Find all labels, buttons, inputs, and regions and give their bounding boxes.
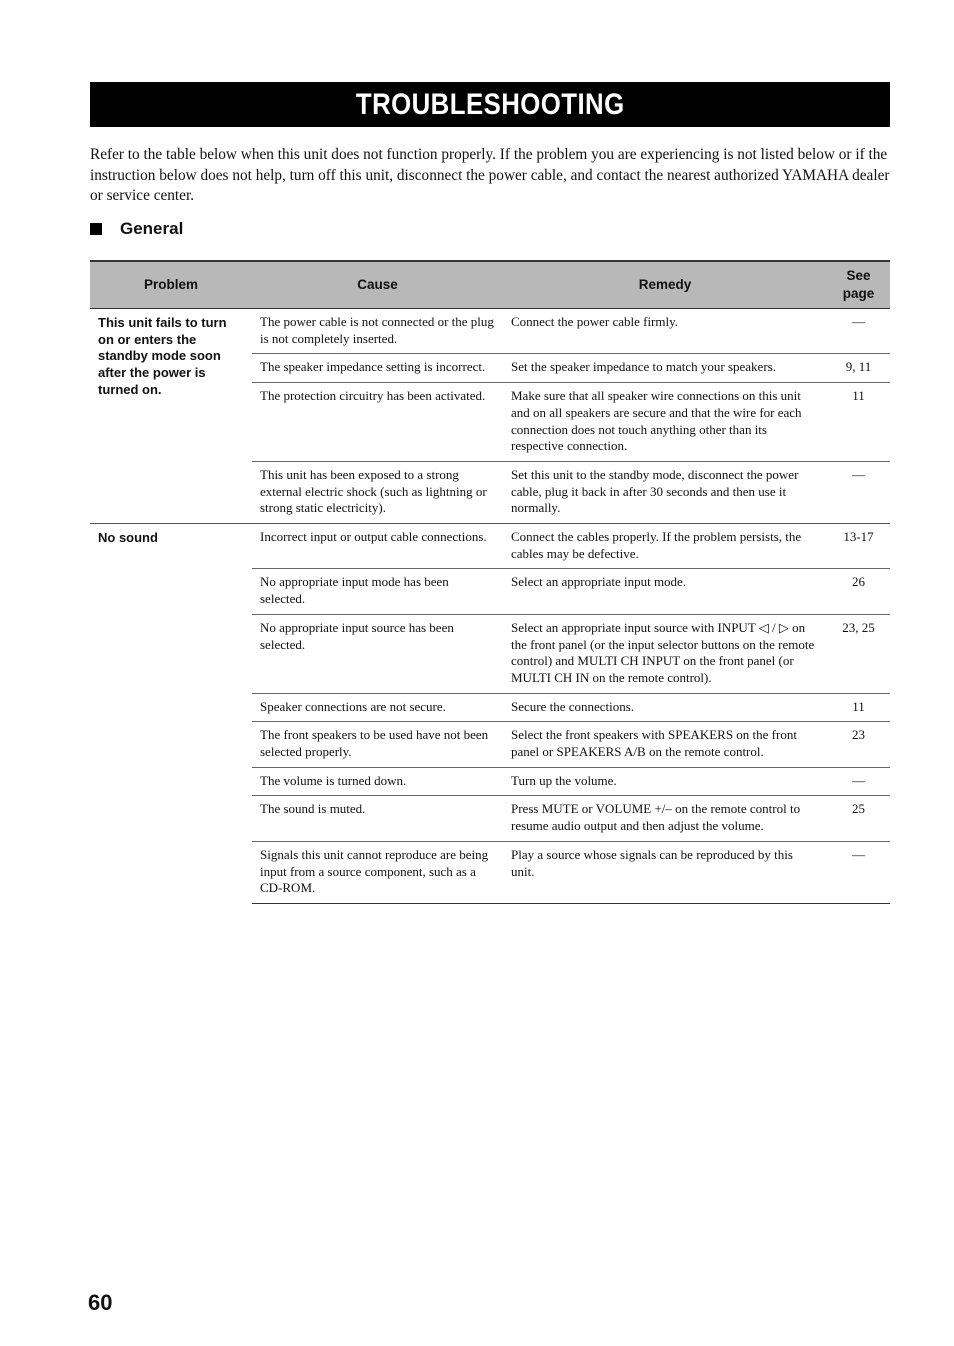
table-row xyxy=(90,524,890,569)
remedy-cell: Select an appropriate input mode. xyxy=(503,569,827,614)
header-cause: Cause xyxy=(252,261,503,309)
cause-cell: The power cable is not connected or the plug is not completely inserted. xyxy=(252,309,503,354)
table-header-row xyxy=(90,261,890,309)
page-cell: — xyxy=(827,841,890,903)
page-cell: — xyxy=(827,767,890,796)
cause-cell: Signals this unit cannot reproduce are being input from a source component, such as a CD-ROM. xyxy=(252,841,503,903)
problem-cell: This unit fails to turn on or enters the standby mode soon after the power is turned on. xyxy=(90,309,252,524)
cause-cell: The sound is muted. xyxy=(252,796,503,841)
remedy-cell: Set this unit to the standby mode, disconnect the power cable, plug it back in after 30 seconds and then use it normally. xyxy=(503,461,827,523)
page-cell: 11 xyxy=(827,693,890,722)
page-title: TROUBLESHOOTING xyxy=(355,87,625,121)
cause-cell: The front speakers to be used have not been selected properly. xyxy=(252,722,503,767)
table-body xyxy=(90,309,890,904)
problem-cell: No sound xyxy=(90,524,252,904)
page-cell: 9, 11 xyxy=(827,354,890,383)
cause-cell: No appropriate input source has been selected. xyxy=(252,614,503,693)
page-cell: — xyxy=(827,461,890,523)
page-title-bar xyxy=(90,82,890,127)
page-cell: 23, 25 xyxy=(827,614,890,693)
remedy-cell: Play a source whose signals can be reproduced by this unit. xyxy=(503,841,827,903)
remedy-cell: Press MUTE or VOLUME +/– on the remote control to resume audio output and then adjust the volume. xyxy=(503,796,827,841)
cause-cell: No appropriate input mode has been selected. xyxy=(252,569,503,614)
cause-cell: Incorrect input or output cable connections. xyxy=(252,524,503,569)
remedy-cell: Secure the connections. xyxy=(503,693,827,722)
cause-cell: The protection circuitry has been activated. xyxy=(252,383,503,462)
page-cell: — xyxy=(827,309,890,354)
remedy-cell: Select an appropriate input source with INPUT ◁ / ▷ on the front panel (or the input selector buttons on the remote control) and MULTI CH INPUT on the front panel (or MULTI CH IN on the remote control). xyxy=(503,614,827,693)
table-row xyxy=(90,309,890,354)
remedy-cell: Make sure that all speaker wire connections on this unit and on all speakers are secure and that the wire for each connection does not touch anything other than its respective connection. xyxy=(503,383,827,462)
header-see-page-line1: See xyxy=(846,268,871,283)
section-heading-text: General xyxy=(120,219,184,238)
page-number: 60 xyxy=(88,1290,113,1315)
page-cell: 13-17 xyxy=(827,524,890,569)
remedy-cell: Set the speaker impedance to match your speakers. xyxy=(503,354,827,383)
remedy-cell: Turn up the volume. xyxy=(503,767,827,796)
section-heading-general xyxy=(90,219,183,239)
remedy-cell: Select the front speakers with SPEAKERS on the front panel or SPEAKERS A/B on the remote control. xyxy=(503,722,827,767)
cause-cell: The volume is turned down. xyxy=(252,767,503,796)
bullet-square-icon xyxy=(90,223,102,235)
page-cell: 26 xyxy=(827,569,890,614)
troubleshooting-table xyxy=(90,260,890,904)
cause-cell: The speaker impedance setting is incorrect. xyxy=(252,354,503,383)
page-cell: 23 xyxy=(827,722,890,767)
page-cell: 25 xyxy=(827,796,890,841)
header-see-page xyxy=(827,261,890,309)
page-cell: 11 xyxy=(827,383,890,462)
header-remedy: Remedy xyxy=(503,261,827,309)
header-see-page-line2: page xyxy=(842,286,875,301)
remedy-cell: Connect the power cable firmly. xyxy=(503,309,827,354)
intro-paragraph: Refer to the table below when this unit does not function properly. If the problem you are experiencing is not listed below or if the instruction below does not help, turn off this unit, disconnect the power cable, and contact the nearest authorized YAMAHA dealer or service center. xyxy=(90,146,890,204)
cause-cell: This unit has been exposed to a strong external electric shock (such as lightning or strong static electricity). xyxy=(252,461,503,523)
header-problem: Problem xyxy=(90,261,252,309)
remedy-cell: Connect the cables properly. If the problem persists, the cables may be defective. xyxy=(503,524,827,569)
cause-cell: Speaker connections are not secure. xyxy=(252,693,503,722)
